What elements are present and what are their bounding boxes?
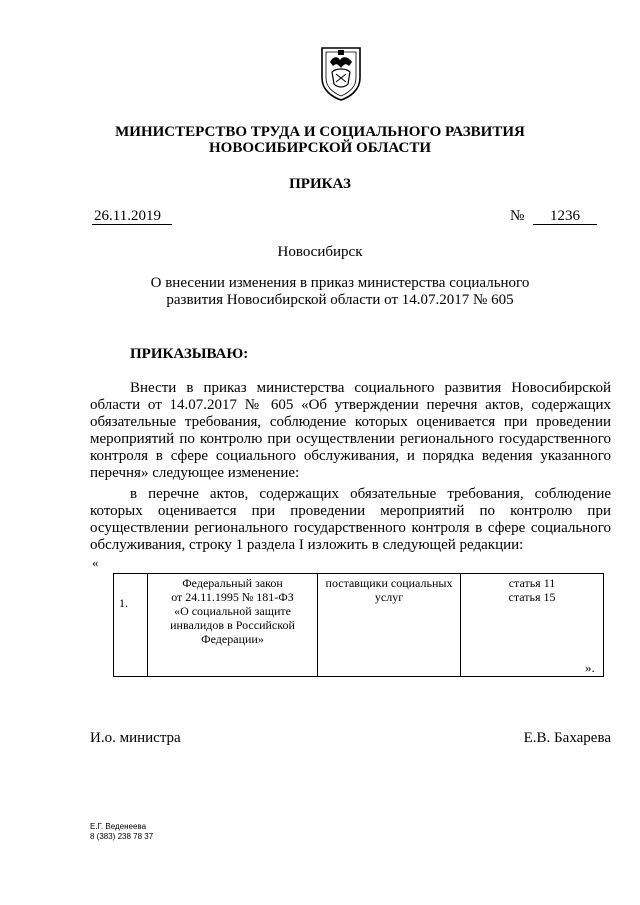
act-line: «О социальной защите — [174, 604, 291, 618]
act-line: Федерации» — [201, 632, 264, 646]
signatory-name: Е.В. Бахарева — [523, 730, 611, 746]
row-number: 1. — [114, 574, 148, 677]
document-subject — [140, 275, 540, 309]
signatory-role: И.о. министра — [90, 730, 181, 746]
subject-line2: развития Новосибирской области от 14.07.2017 № 605 — [166, 292, 514, 308]
article-line: статья 11 — [508, 576, 556, 590]
article-line: статья 15 — [508, 590, 556, 604]
ministry-name-line1: МИНИСТЕРСТВО ТРУДА И СОЦИАЛЬНОГО РАЗВИТИЯ — [115, 124, 525, 140]
articles-cell — [461, 574, 604, 677]
document-number: 1236 — [533, 208, 597, 225]
table-row — [114, 574, 604, 677]
quote-open: « — [92, 555, 99, 570]
ministry-name-line2: НОВОСИБИРСКОЙ ОБЛАСТИ — [208, 140, 432, 156]
act-cell — [148, 574, 318, 677]
body-paragraph-1: Внести в приказ министерства социального развития Новосибирской области от 14.07.2017 № 605 «Об утверждении перечня актов, содержащих обязательные требования, соблюдение которых оценивается при проведении мероприятий по контролю при осуществлении регионального государственного контроля в сфере социального обслуживания, и порядка ведения указанного перечня» следующее изменение: — [90, 380, 611, 481]
subject-line1: О внесении изменения в приказ министерства социального — [150, 275, 530, 291]
subjects-line: услуг — [374, 590, 404, 604]
executor-phone: 8 (383) 238 78 37 — [90, 832, 154, 841]
ministry-name — [0, 124, 640, 156]
act-line: Федеральный закон — [182, 576, 283, 590]
coat-of-arms-emblem — [318, 44, 364, 102]
city-name: Новосибирск — [277, 244, 363, 260]
act-line: инвалидов в Российской — [170, 618, 295, 632]
executor-info — [90, 822, 153, 842]
order-word: ПРИКАЗЫВАЮ: — [130, 346, 249, 362]
executor-name: Е.Г. Веденеева — [90, 822, 147, 831]
body-paragraph-2: в перечне актов, содержащих обязательные требования, соблюдение которых оценивается при проведении мероприятий по контролю при осуществлении регионального государственного контроля в сфере социального обслуживания, строку 1 раздела I изложить в следующей редакции: — [90, 486, 611, 553]
subjects-line: поставщики социальных — [325, 576, 453, 590]
subjects-cell — [318, 574, 461, 677]
document-date: 26.11.2019 — [92, 208, 172, 225]
acts-table — [113, 573, 604, 677]
document-type: ПРИКАЗ — [289, 176, 351, 192]
act-line: от 24.11.1995 № 181-ФЗ — [171, 590, 294, 604]
number-sign: № — [510, 208, 525, 224]
quote-close: ». — [585, 660, 595, 675]
